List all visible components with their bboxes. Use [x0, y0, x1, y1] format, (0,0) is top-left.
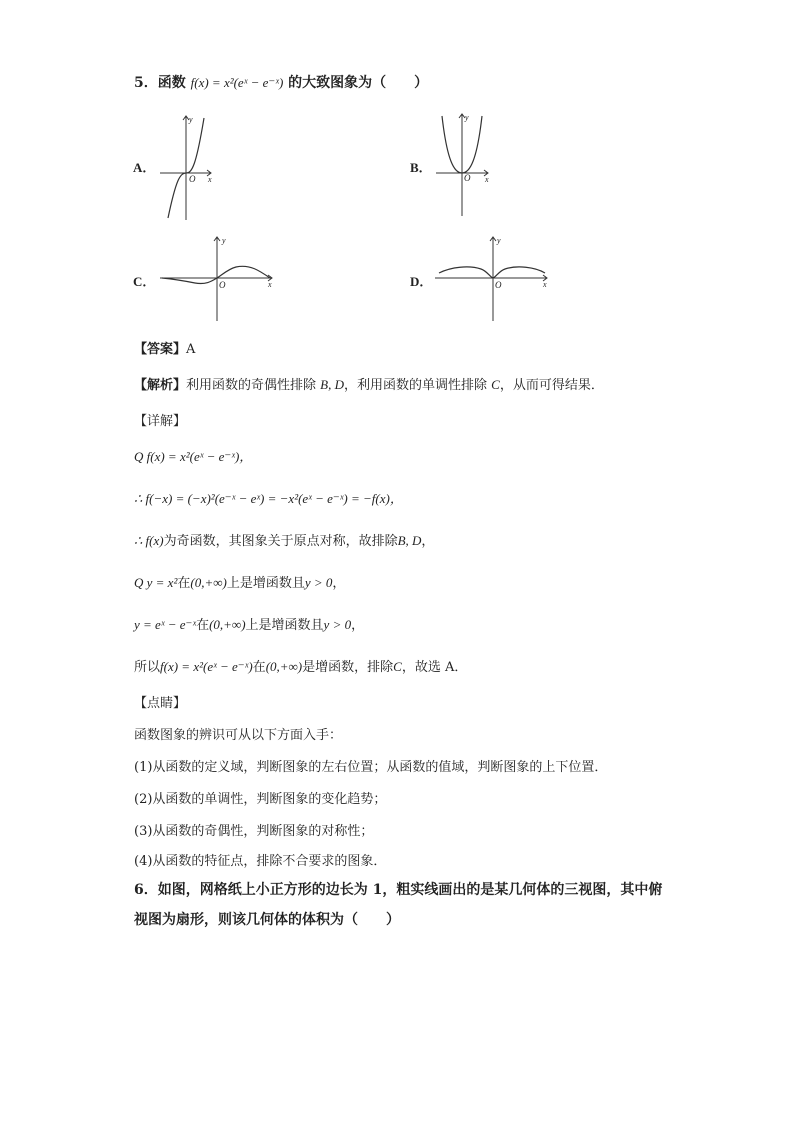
graph-option-d — [435, 233, 553, 323]
option-a-label: A． — [133, 160, 156, 175]
detail-line-6-g: ，故选 A． — [401, 660, 468, 675]
graph-d-y-label: y — [497, 236, 501, 245]
graph-option-b — [434, 110, 494, 218]
graph-c-y-label: y — [222, 236, 226, 245]
q5-stem-prefix: 函数 — [157, 75, 186, 91]
detail-line-4-d: 上是增函数且 — [226, 576, 305, 591]
detail-line-6-a: 所以 — [134, 660, 161, 675]
option-d-label: D． — [410, 274, 433, 289]
tips-item-2: (2)从函数的单调性，判断图象的变化趋势； — [134, 792, 387, 807]
q5-stem-suffix: 的大致图象为（ ） — [288, 75, 429, 91]
detail-line-5 — [134, 614, 364, 633]
q5-number: 5． — [134, 75, 158, 91]
graph-c-curve — [162, 266, 270, 283]
detail-label: 【详解】 — [134, 414, 187, 429]
q6-line-2: 视图为扇形，则该几何体的体积为（ ） — [134, 912, 400, 928]
graph-a-x-label: x — [208, 175, 212, 184]
q5-formula: f(x) = x²(eˣ − e⁻ˣ) — [190, 75, 284, 90]
detail-line-3-a: ∴ f(x) — [134, 533, 164, 548]
answer-line — [134, 338, 195, 357]
analysis-line — [134, 374, 604, 393]
detail-line-3-d: ， — [421, 534, 435, 549]
detail-line-5-c: (0,+∞) — [209, 617, 246, 632]
answer-label: 【答案】 — [134, 342, 187, 357]
detail-line-6-f: C — [393, 659, 402, 674]
detail-line-3-c: B, D — [397, 533, 422, 548]
graph-b-y-label: y — [465, 113, 469, 122]
analysis-text-a: 利用函数的奇偶性排除 — [186, 378, 317, 393]
detail-line-4 — [134, 572, 345, 591]
tips-item-1: (1)从函数的定义域，判断图象的左右位置；从函数的值域，判断图象的上下位置． — [134, 760, 608, 775]
analysis-label: 【解析】 — [134, 378, 187, 393]
graph-d-curve — [439, 267, 545, 278]
detail-line-6 — [134, 656, 467, 675]
analysis-math-a: B, D — [320, 377, 345, 392]
detail-line-6-d: (0,+∞) — [265, 659, 303, 674]
graph-d-origin: O — [495, 280, 502, 290]
detail-line-5-f: ， — [351, 618, 365, 633]
graph-b-x-label: x — [485, 175, 489, 184]
option-b-label: B． — [410, 160, 432, 175]
detail-line-4-c: (0,+∞) — [190, 575, 227, 590]
detail-line-3 — [134, 530, 434, 549]
graph-a-y-label: y — [189, 115, 193, 124]
detail-line-1: Q f(x) = x²(eˣ − e⁻ˣ)， — [134, 449, 253, 464]
tips-item-4: (4)从函数的特征点，排除不合要求的图象． — [134, 854, 387, 869]
answer-value: A — [186, 342, 196, 357]
graph-c-origin: O — [219, 280, 226, 290]
detail-line-5-b: 在 — [196, 618, 210, 633]
detail-line-6-e: 是增函数，排除 — [302, 660, 394, 675]
tips-label: 【点睛】 — [134, 696, 187, 711]
detail-line-5-d: 上是增函数且 — [245, 618, 324, 633]
graph-b-origin: O — [464, 173, 471, 183]
tips-intro: 函数图象的辨识可从以下方面入手： — [134, 728, 343, 743]
detail-line-2: ∴ f(−x) = (−x)²(e⁻ˣ − eˣ) = −x²(eˣ − e⁻ˣ) = −f(x)， — [134, 491, 403, 506]
detail-line-4-b: 在 — [177, 576, 191, 591]
detail-line-4-e: y > 0 — [304, 575, 333, 590]
q6-line-1: 6．如图，网格纸上小正方形的边长为 1，粗实线画出的是某几何体的三视图，其中俯 — [134, 882, 663, 898]
detail-line-5-a: y = eˣ − e⁻ˣ — [134, 617, 197, 632]
detail-line-6-b: f(x) = x²(eˣ − e⁻ˣ) — [160, 659, 253, 674]
detail-line-3-b: 为奇函数，其图象关于原点对称，故排除 — [163, 534, 398, 549]
graph-option-c — [160, 233, 278, 323]
tips-item-3: (3)从函数的奇偶性，判断图象的对称性； — [134, 824, 374, 839]
detail-line-4-f: ， — [332, 576, 346, 591]
graph-option-a — [156, 110, 220, 222]
q5-stem — [134, 72, 428, 92]
option-c-label: C． — [133, 274, 156, 289]
analysis-text-c: ，从而可得结果． — [499, 378, 604, 393]
graph-a-origin: O — [189, 174, 196, 184]
detail-line-6-c: 在 — [252, 660, 266, 675]
graph-c-x-label: x — [268, 280, 272, 289]
graph-d-x-label: x — [543, 280, 547, 289]
detail-line-4-a: Q y = x² — [134, 575, 178, 590]
analysis-math-b: C — [491, 377, 500, 392]
detail-line-5-e: y > 0 — [323, 617, 352, 632]
analysis-text-b: ，利用函数的单调性排除 — [344, 378, 488, 393]
